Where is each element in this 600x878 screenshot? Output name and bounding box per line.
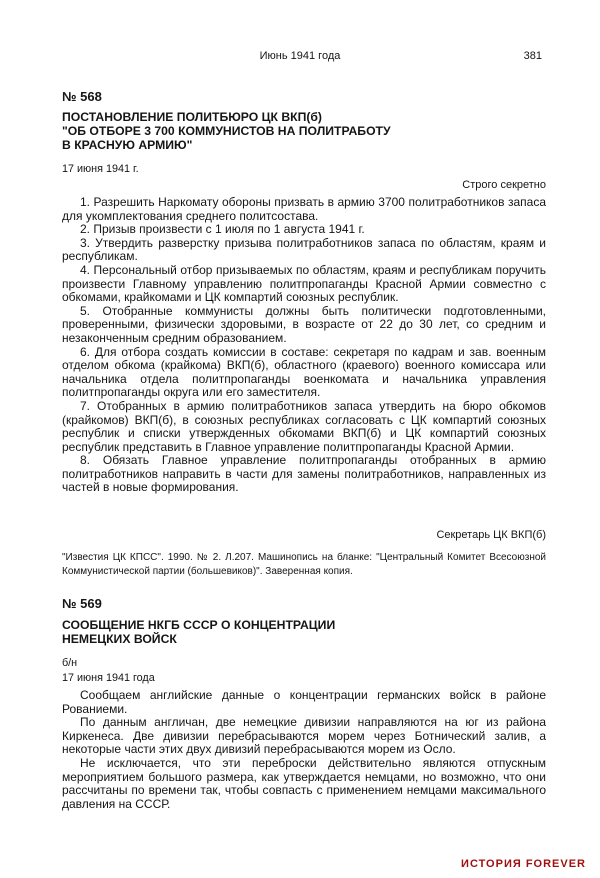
doc-569-ref: б/н xyxy=(62,657,78,669)
page-header-title: Июнь 1941 года xyxy=(259,50,341,62)
doc-569-date: 17 июня 1941 года xyxy=(62,672,155,684)
page-number: 381 xyxy=(523,50,542,62)
doc-569-paragraph: Не исключается, что эти переброски действительно являются отпускным мероприятием большого размера, как утверждается немцами, но возможно, что они рассчитаны по времени так, чтобы совпасть с применением немцами максимального давления на СССР. xyxy=(62,755,546,811)
watermark-logo: ИСТОРИЯ FOREVER xyxy=(461,858,586,870)
doc-568-paragraph: 4. Персональный отбор призываемых по областям, краям и республикам поручить произвести Главному управлению политпропаганды Красной Армии совместно с обкомами, крайкомами и ЦК компартий союзных республик. xyxy=(62,262,546,305)
page-header xyxy=(0,50,600,66)
doc-568-heading-line-1: ПОСТАНОВЛЕНИЕ ПОЛИТБЮРО ЦК ВКП(б) xyxy=(62,110,322,124)
doc-569-paragraph: По данным англичан, две немецкие дивизии направляются на юг из района Киркенеса. Две дивизии перебрасываются морем через Ботнический залив, а некоторые части этих двух дивизий перебрасываются морем из Осло. xyxy=(62,715,546,757)
doc-568-classification: Строго секретно xyxy=(462,179,546,191)
doc-569-heading xyxy=(62,618,546,646)
doc-569-heading-line-1: СООБЩЕНИЕ НКГБ СССР О КОНЦЕНТРАЦИИ xyxy=(62,618,336,632)
doc-568-paragraph: 1. Разрешить Наркомату обороны призвать в армию 3700 политработников запаса для укомплектования среднего политсостава. xyxy=(62,195,546,223)
doc-568-paragraph: 5. Отобранные коммунисты должны быть политически подготовленными, проверенными, физически здоровыми, в возрасте от 22 до 30 лет, со средним и незаконченным средним образованием. xyxy=(62,303,546,345)
doc-568-number: № 568 xyxy=(62,89,102,104)
doc-568-heading-line-3: В КРАСНУЮ АРМИЮ" xyxy=(62,138,193,152)
doc-568-body xyxy=(62,196,546,495)
doc-569-paragraph: Сообщаем английские данные о концентрации германских войск в районе Рованиеми. xyxy=(62,688,546,716)
doc-568-date: 17 июня 1941 г. xyxy=(62,163,139,175)
doc-568-paragraph: 3. Утвердить разверстку призыва политработников запаса по областям, краям и республикам. xyxy=(62,235,546,264)
doc-568-heading-line-2: "ОБ ОТБОРЕ 3 700 КОММУНИСТОВ НА ПОЛИТРАБОТУ xyxy=(62,124,391,138)
doc-569-number: № 569 xyxy=(62,596,102,611)
doc-568-paragraph: 7. Отобранных в армию политработников запаса утвердить на бюро обкомов (крайкомов) ВКП(б), в союзных республиках согласовать с ЦК компартий союзных республик и списки утвержденных обкомами ВКП(б) и ЦК компартий союзных республик представить в Главное управление политпропаганды Красной Армии. xyxy=(62,398,546,454)
doc-568-paragraph: 2. Призыв произвести с 1 июля по 1 августа 1941 г. xyxy=(80,222,365,237)
doc-568-source-note: "Известия ЦК КПСС". 1990. № 2. Л.207. Машинопись на бланке: "Центральный Комитет Всесоюзной Коммунистической партии (большевиков)". Заверенная копия. xyxy=(62,552,546,577)
doc-568-heading xyxy=(62,110,546,152)
doc-569-heading-line-2: НЕМЕЦКИХ ВОЙСК xyxy=(62,632,177,646)
doc-568-paragraph: 8. Обязать Главное управление политпропаганды отобранных в армию политработников направить в части для замены политработников, направленных из частей в новые формирования. xyxy=(62,453,546,495)
doc-568-signature: Секретарь ЦК ВКП(б) xyxy=(436,529,546,541)
doc-569-body xyxy=(62,689,546,811)
doc-568-paragraph: 6. Для отбора создать комиссии в составе: секретаря по кадрам и зав. военным отделом обкома (крайкома) ВКП(б), областного (краевого) военного комиссара или начальника отдела политпропаганды военкомата и начальника управления политпропаганды округа или его заместителя. xyxy=(62,344,546,400)
